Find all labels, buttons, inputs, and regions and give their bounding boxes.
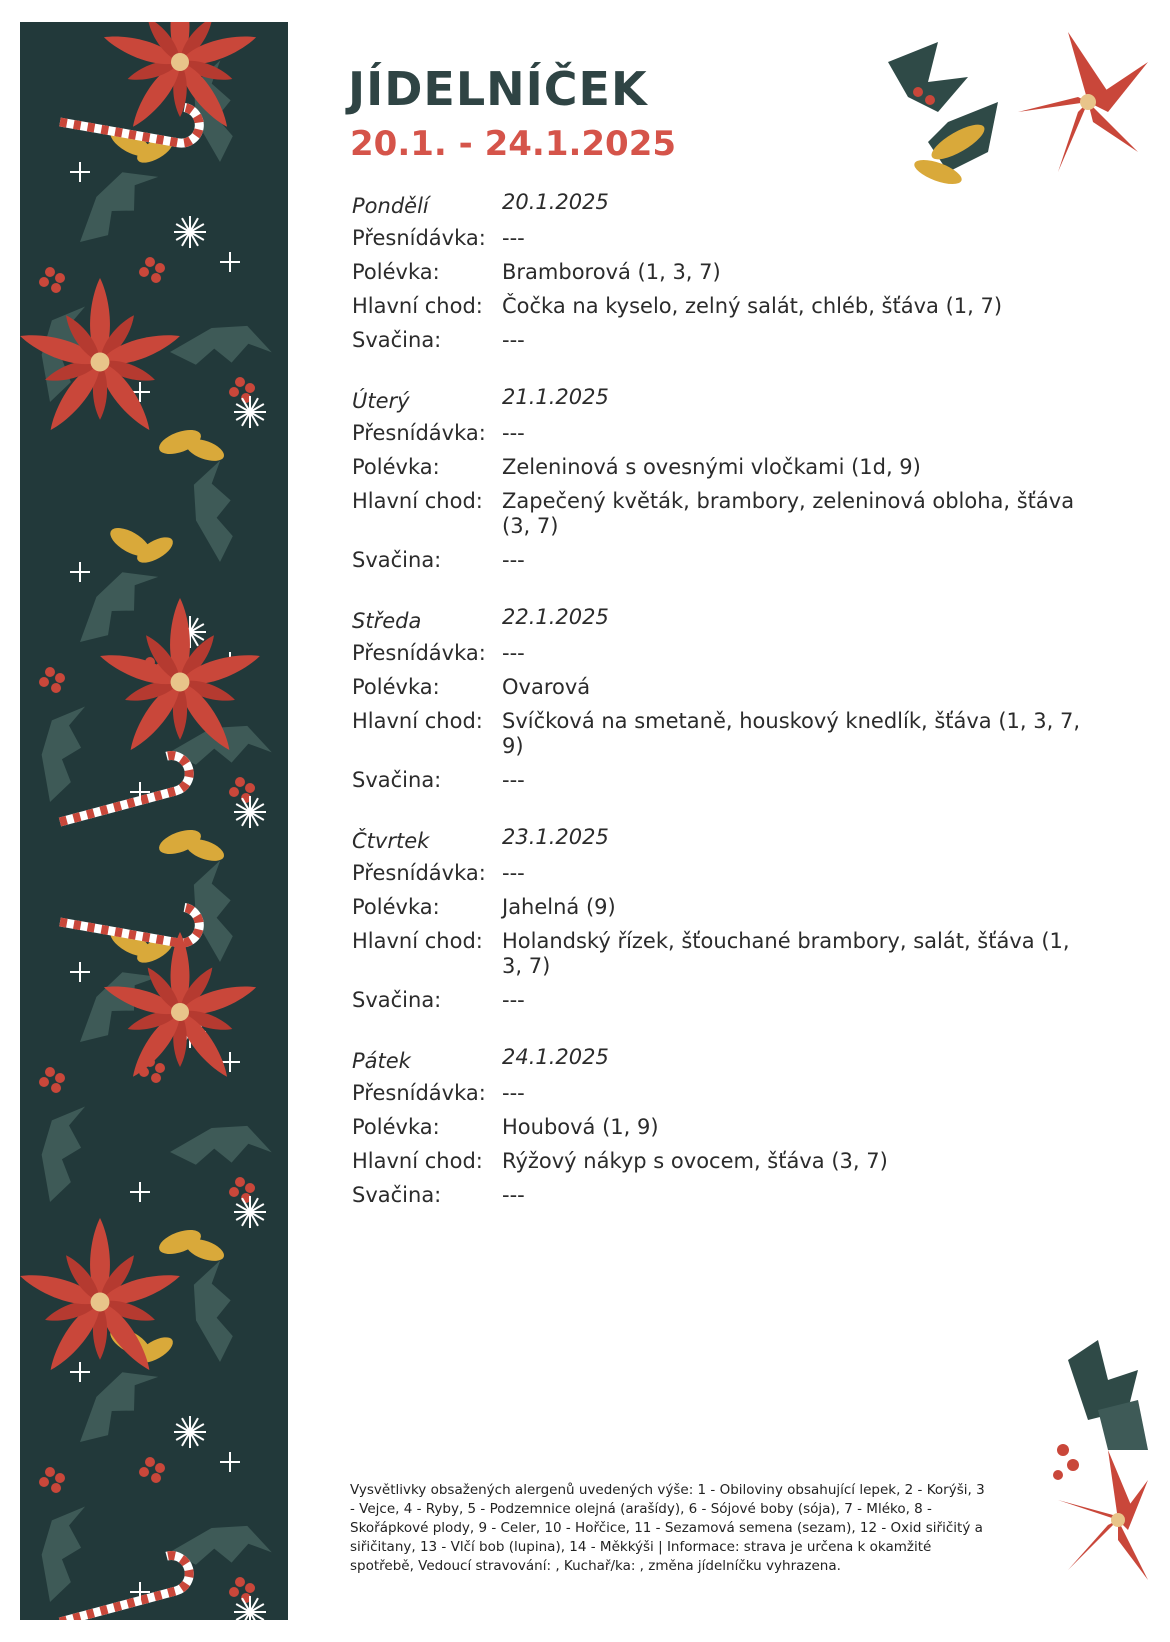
sparkle-icon xyxy=(70,562,90,582)
holly-leaf-icon xyxy=(35,1106,101,1202)
berry-icon xyxy=(51,683,61,693)
berry-icon xyxy=(229,1587,239,1597)
holly-leaf-icon xyxy=(80,159,158,259)
day-date: 22.1.2025 xyxy=(502,605,609,629)
berry-icon xyxy=(235,777,245,787)
snack-morning-row xyxy=(352,421,1092,446)
sparkle-icon xyxy=(70,162,90,182)
berry-icon xyxy=(245,1183,255,1193)
day-header xyxy=(352,825,1092,861)
sparkle-icon xyxy=(70,962,90,982)
soup-label: Polévka: xyxy=(352,455,440,479)
day-header xyxy=(352,385,1092,421)
soup-row xyxy=(352,895,1092,920)
snowflake-icon xyxy=(234,796,266,828)
soup-row xyxy=(352,1115,1092,1140)
berry-icon xyxy=(155,1063,165,1073)
sparkle-icon xyxy=(130,1182,150,1202)
day-header xyxy=(352,605,1092,641)
day-header xyxy=(352,1045,1092,1081)
berry-icon xyxy=(245,783,255,793)
snack-morning-label: Přesnídávka: xyxy=(352,861,486,885)
snowflake-icon xyxy=(174,216,206,248)
candy-cane-icon xyxy=(51,1552,194,1620)
berry-icon xyxy=(151,1473,161,1483)
soup-label: Polévka: xyxy=(352,675,440,699)
snack-morning-label: Přesnídávka: xyxy=(352,226,486,250)
berry-icon xyxy=(55,1473,65,1483)
berry-icon xyxy=(235,1177,245,1187)
berry-icon xyxy=(145,1457,155,1467)
holly-leaf-icon xyxy=(170,308,272,396)
snack-afternoon-row xyxy=(352,1183,1092,1208)
day-block xyxy=(352,1045,1092,1208)
snowflake-icon xyxy=(174,1416,206,1448)
snack-morning-row xyxy=(352,861,1092,886)
snack-afternoon-value: --- xyxy=(502,768,525,792)
snack-morning-value: --- xyxy=(502,861,525,885)
soup-value: Jahelná (9) xyxy=(502,895,616,919)
berry-icon xyxy=(139,267,149,277)
main-course-value: Zapečený květák, brambory, zeleninová obloha, šťáva (3, 7) xyxy=(502,489,1075,538)
berry-icon xyxy=(55,673,65,683)
weekly-menu xyxy=(352,190,1092,1240)
holly-leaf-icon xyxy=(35,1506,101,1602)
holly-leaf-icon xyxy=(176,1260,264,1362)
snack-afternoon-value: --- xyxy=(502,988,525,1012)
berry-icon xyxy=(155,263,165,273)
day-block xyxy=(352,605,1092,793)
berry-icon xyxy=(245,1583,255,1593)
day-name: Pátek xyxy=(352,1049,411,1073)
berry-icon xyxy=(155,1463,165,1473)
day-header xyxy=(352,190,1092,226)
holly-corner-icon xyxy=(1038,1340,1148,1620)
snack-morning-value: --- xyxy=(502,421,525,445)
snack-afternoon-label: Svačina: xyxy=(352,328,442,352)
poinsettia-icon xyxy=(101,22,259,132)
main-course-value: Čočka na kyselo, zelný salát, chléb, šťáva (1, 7) xyxy=(502,294,1003,318)
day-block xyxy=(352,825,1092,1013)
snack-afternoon-row xyxy=(352,548,1092,573)
main-course-label: Hlavní chod: xyxy=(352,489,483,513)
snack-morning-value: --- xyxy=(502,1081,525,1105)
day-name: Čtvrtek xyxy=(352,829,430,853)
snack-afternoon-label: Svačina: xyxy=(352,1183,442,1207)
berry-icon xyxy=(45,267,55,277)
main-course-label: Hlavní chod: xyxy=(352,709,483,733)
soup-value: Ovarová xyxy=(502,675,591,699)
berry-icon xyxy=(229,1187,239,1197)
main-course-row xyxy=(352,929,1092,979)
main-course-value: Holandský řízek, šťouchané brambory, salát, šťáva (1, 3, 7) xyxy=(502,929,1070,978)
soup-value: Bramborová (1, 3, 7) xyxy=(502,260,721,284)
main-course-row xyxy=(352,489,1092,539)
candy-cane-icon xyxy=(51,752,194,822)
main-course-row xyxy=(352,294,1092,319)
main-course-value: Rýžový nákyp s ovocem, šťáva (3, 7) xyxy=(502,1149,888,1173)
snack-morning-label: Přesnídávka: xyxy=(352,641,486,665)
snack-morning-row xyxy=(352,226,1092,251)
day-date: 21.1.2025 xyxy=(502,385,609,409)
christmas-decoration-band xyxy=(20,22,288,1620)
soup-value: Zeleninová s ovesnými vločkami (1d, 9) xyxy=(502,455,921,479)
main-course-label: Hlavní chod: xyxy=(352,929,483,953)
berry-icon xyxy=(145,257,155,267)
day-date: 23.1.2025 xyxy=(502,825,609,849)
holly-leaf-icon xyxy=(170,1108,272,1196)
soup-row xyxy=(352,455,1092,480)
berry-icon xyxy=(39,1077,49,1087)
berry-icon xyxy=(45,667,55,677)
soup-row xyxy=(352,260,1092,285)
snack-afternoon-value: --- xyxy=(502,1183,525,1207)
snack-afternoon-label: Svačina: xyxy=(352,988,442,1012)
snowflake-icon xyxy=(234,1196,266,1228)
berry-icon xyxy=(39,677,49,687)
berry-icon xyxy=(151,1073,161,1083)
soup-label: Polévka: xyxy=(352,260,440,284)
poinsettia-corner-icon xyxy=(848,22,1148,212)
allergen-footnote: Vysvětlivky obsažených alergenů uvedených výše: 1 - Obiloviny obsahující lepek, 2 - Korýši, 3 - Vejce, 4 - Ryby, 5 - Podzemnice olejná (arašídy), 6 - Sójové boby (sója), 7 - Mléko, 8 - Skořápkové plody, 9 - Celer, 10 - Hořčice, 11 - Sezamová semena (sezam), 12 - Oxid siřičitý a siřičitany, 13 - Vlčí bob (lupina), 14 - Měkkýši | Informace: strava je určena k okamžité spotřebě, Vedoucí stravování: , Kuchař/ka: , změna jídelníčku vyhrazena. xyxy=(350,1482,985,1574)
sparkle-icon xyxy=(70,1362,90,1382)
day-name: Pondělí xyxy=(352,194,429,218)
berry-icon xyxy=(235,377,245,387)
berry-icon xyxy=(51,283,61,293)
snowflake-icon xyxy=(234,1596,266,1620)
berry-icon xyxy=(235,1577,245,1587)
snack-morning-row xyxy=(352,1081,1092,1106)
day-date: 24.1.2025 xyxy=(502,1045,609,1069)
snowflake-icon xyxy=(234,396,266,428)
snack-morning-row xyxy=(352,641,1092,666)
christmas-pattern-illustration xyxy=(20,22,288,1620)
main-course-label: Hlavní chod: xyxy=(352,1149,483,1173)
page-title: JÍDELNÍČEK xyxy=(348,62,648,116)
berry-icon xyxy=(51,1083,61,1093)
snack-morning-label: Přesnídávka: xyxy=(352,1081,486,1105)
date-range: 20.1. - 24.1.2025 xyxy=(350,124,677,164)
soup-row xyxy=(352,675,1092,700)
snack-afternoon-row xyxy=(352,328,1092,353)
holly-leaf-icon xyxy=(35,706,101,802)
snack-morning-value: --- xyxy=(502,641,525,665)
berry-icon xyxy=(229,787,239,797)
day-block xyxy=(352,190,1092,353)
main-course-row xyxy=(352,1149,1092,1174)
snack-afternoon-value: --- xyxy=(502,328,525,352)
soup-value: Houbová (1, 9) xyxy=(502,1115,659,1139)
snack-afternoon-label: Svačina: xyxy=(352,548,442,572)
berry-icon xyxy=(55,1073,65,1083)
berry-icon xyxy=(39,277,49,287)
main-course-value: Svíčková na smetaně, houskový knedlík, šťáva (1, 3, 7, 9) xyxy=(502,709,1080,758)
snack-morning-value: --- xyxy=(502,226,525,250)
main-course-label: Hlavní chod: xyxy=(352,294,483,318)
snack-afternoon-value: --- xyxy=(502,548,525,572)
snack-afternoon-row xyxy=(352,988,1092,1013)
holly-leaf-icon xyxy=(176,460,264,562)
snack-afternoon-row xyxy=(352,768,1092,793)
day-name: Úterý xyxy=(352,389,410,413)
berry-icon xyxy=(45,1067,55,1077)
holly-leaf-icon xyxy=(80,1359,158,1459)
day-name: Středa xyxy=(352,609,422,633)
snack-afternoon-label: Svačina: xyxy=(352,768,442,792)
berry-icon xyxy=(55,273,65,283)
berry-icon xyxy=(245,383,255,393)
berry-icon xyxy=(139,1467,149,1477)
soup-label: Polévka: xyxy=(352,1115,440,1139)
berry-icon xyxy=(151,273,161,283)
berry-icon xyxy=(45,1467,55,1477)
main-course-row xyxy=(352,709,1092,759)
day-block xyxy=(352,385,1092,573)
soup-label: Polévka: xyxy=(352,895,440,919)
berry-icon xyxy=(39,1477,49,1487)
berry-icon xyxy=(51,1483,61,1493)
sparkle-icon xyxy=(220,252,240,272)
candy-cane-stripes xyxy=(51,752,194,822)
snack-morning-label: Přesnídávka: xyxy=(352,421,486,445)
holly-leaf-icon xyxy=(80,559,158,659)
day-date: 20.1.2025 xyxy=(502,190,609,214)
sparkle-icon xyxy=(220,1452,240,1472)
berry-icon xyxy=(229,387,239,397)
